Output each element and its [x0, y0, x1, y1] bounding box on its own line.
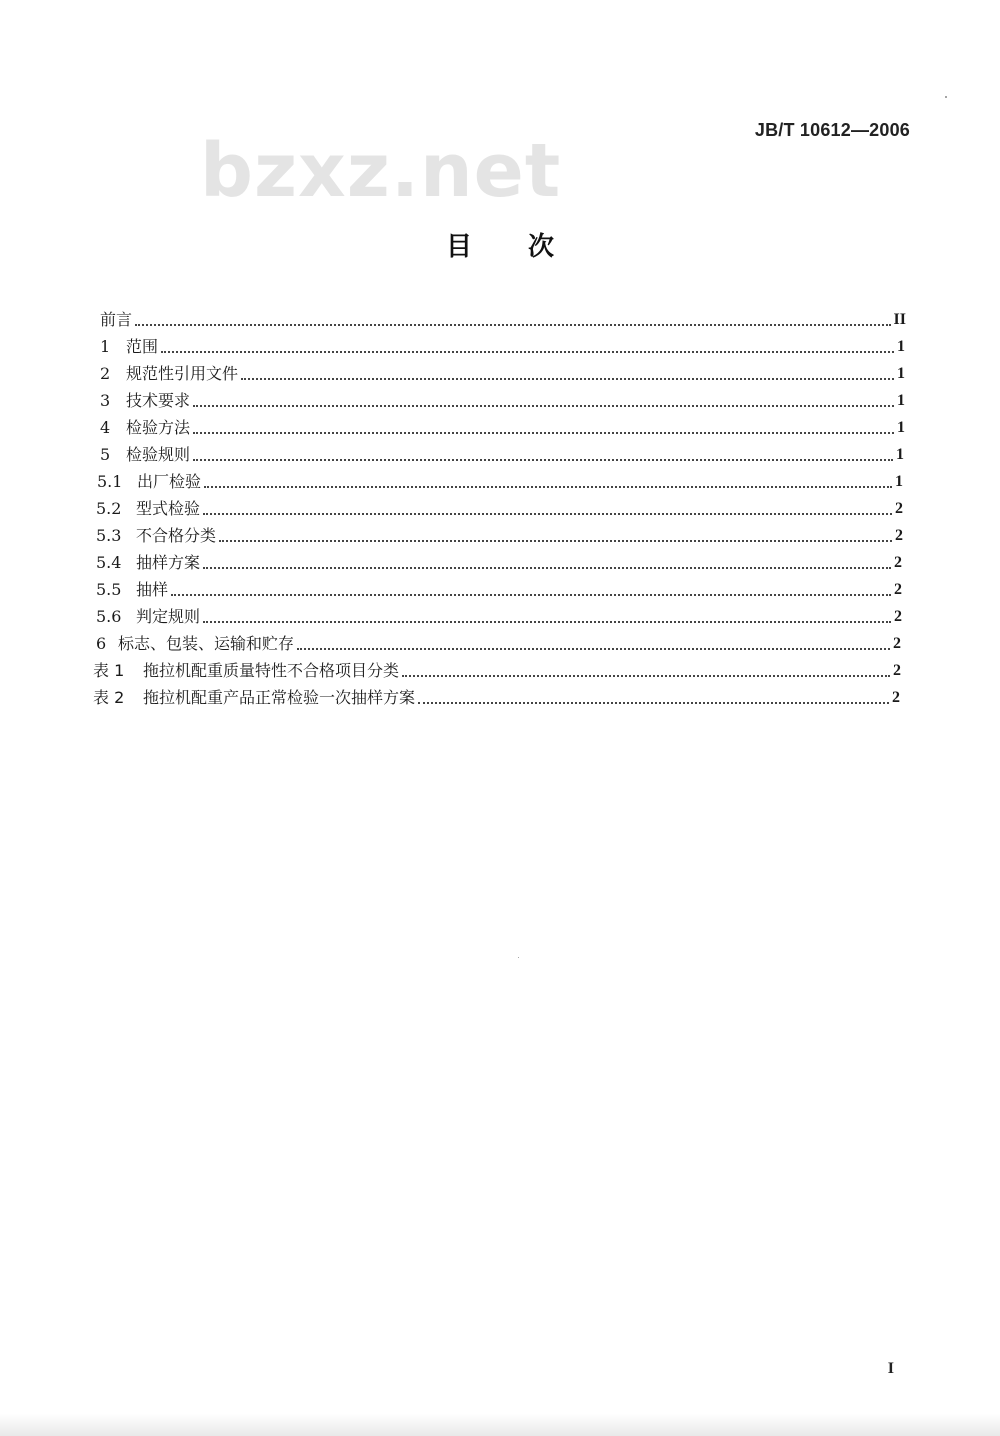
toc-entry-page: 2	[893, 662, 901, 679]
toc-entry-text: 检验方法	[126, 418, 191, 437]
toc-entry-number: 5.5	[96, 580, 122, 599]
toc-leader-dots	[193, 432, 894, 434]
toc-entry-5[interactable]	[100, 441, 904, 465]
standard-number: JB/T 10612—2006	[754, 120, 910, 140]
toc-entry-text: 标志、包装、运输和贮存	[118, 634, 295, 653]
toc-entry-5-2[interactable]	[96, 495, 903, 519]
toc-entry-page: 1	[895, 473, 903, 490]
toc-entry-page: 2	[893, 635, 901, 652]
toc-entry-text: 技术要求	[126, 391, 191, 410]
toc-leader-dots	[204, 486, 892, 488]
toc-entry-number: 表 2	[93, 688, 125, 707]
toc-entry-text: 拖拉机配重质量特性不合格项目分类	[143, 661, 400, 680]
toc-entry-page: II	[893, 311, 906, 328]
toc-entry-2[interactable]	[100, 360, 905, 384]
toc-leader-dots	[171, 594, 891, 596]
toc-entry-text: 抽样	[136, 580, 169, 599]
toc-entry-1[interactable]	[100, 333, 905, 357]
toc-entry-number: 5.1	[97, 472, 123, 491]
toc-entry-number: 1	[100, 337, 111, 356]
toc-entry-number: 4	[100, 418, 111, 437]
toc-title-char-2: 次	[528, 232, 555, 262]
page-bottom-edge	[0, 1414, 1000, 1436]
toc-entry-foreword[interactable]	[100, 306, 906, 330]
toc-entry-page: 1	[896, 446, 904, 463]
toc-entry-table-2[interactable]	[93, 684, 900, 708]
toc-entry-text: 出厂检验	[137, 472, 202, 491]
toc-entry-5-6[interactable]	[96, 603, 902, 627]
page-number: I	[887, 1360, 894, 1377]
toc-entry-5-1[interactable]	[97, 468, 903, 492]
toc-leader-dots	[418, 702, 889, 704]
toc-entry-3[interactable]	[100, 387, 905, 411]
toc-entry-page: 2	[894, 608, 902, 625]
toc-entry-page: 1	[897, 392, 905, 409]
toc-entry-text: 不合格分类	[136, 526, 217, 545]
scan-speck	[945, 96, 947, 98]
toc-leader-dots	[297, 648, 890, 650]
toc-entry-page: 1	[897, 338, 905, 355]
toc-entry-page: 2	[894, 581, 902, 598]
toc-leader-dots	[203, 621, 891, 623]
toc-leader-dots	[241, 378, 894, 380]
toc-entry-page: 2	[895, 527, 903, 544]
toc-leader-dots	[203, 567, 891, 569]
toc-entry-text: 前言	[100, 310, 133, 329]
toc-entry-number: 5	[100, 445, 111, 464]
toc-entry-4[interactable]	[100, 414, 905, 438]
toc-entry-text: 检验规则	[126, 445, 191, 464]
toc-entry-5-4[interactable]	[96, 549, 902, 573]
toc-entry-text: 型式检验	[136, 499, 201, 518]
toc-entry-page: 2	[895, 500, 903, 517]
toc-leader-dots	[135, 324, 891, 326]
toc-entry-text: 拖拉机配重产品正常检验一次抽样方案	[143, 688, 416, 707]
toc-leader-dots	[203, 513, 892, 515]
toc-leader-dots	[161, 351, 894, 353]
toc-entry-5-3[interactable]	[96, 522, 903, 546]
toc-entry-number: 6	[96, 634, 107, 653]
toc-entry-page: 2	[894, 554, 902, 571]
toc-entry-6[interactable]	[96, 630, 901, 654]
toc-leader-dots	[193, 405, 894, 407]
watermark: bzxz.net	[200, 128, 562, 214]
toc-entry-number: 5.6	[96, 607, 122, 626]
toc-leader-dots	[219, 540, 892, 542]
toc-leader-dots	[193, 459, 893, 461]
toc-entry-text: 判定规则	[136, 607, 201, 626]
toc-entry-number: 2	[100, 364, 111, 383]
toc-entry-number: 3	[100, 391, 111, 410]
toc-entry-text: 范围	[126, 337, 159, 356]
toc-entry-page: 1	[897, 365, 905, 382]
toc-entry-5-5[interactable]	[96, 576, 902, 600]
toc-entry-table-1[interactable]	[93, 657, 901, 681]
toc-leader-dots	[402, 675, 890, 677]
toc-entry-number: 5.2	[96, 499, 122, 518]
toc-entry-page: 2	[892, 689, 900, 706]
toc-title-char-1: 目	[445, 232, 472, 262]
toc-entry-text: 规范性引用文件	[126, 364, 239, 383]
toc-entry-number: 5.4	[96, 553, 122, 572]
toc-entry-number: 5.3	[96, 526, 122, 545]
toc-entry-text: 抽样方案	[136, 553, 201, 572]
toc-title	[0, 226, 1000, 263]
toc-entry-page: 1	[897, 419, 905, 436]
scan-speck	[518, 957, 519, 958]
toc-entry-number: 表 1	[93, 661, 125, 680]
